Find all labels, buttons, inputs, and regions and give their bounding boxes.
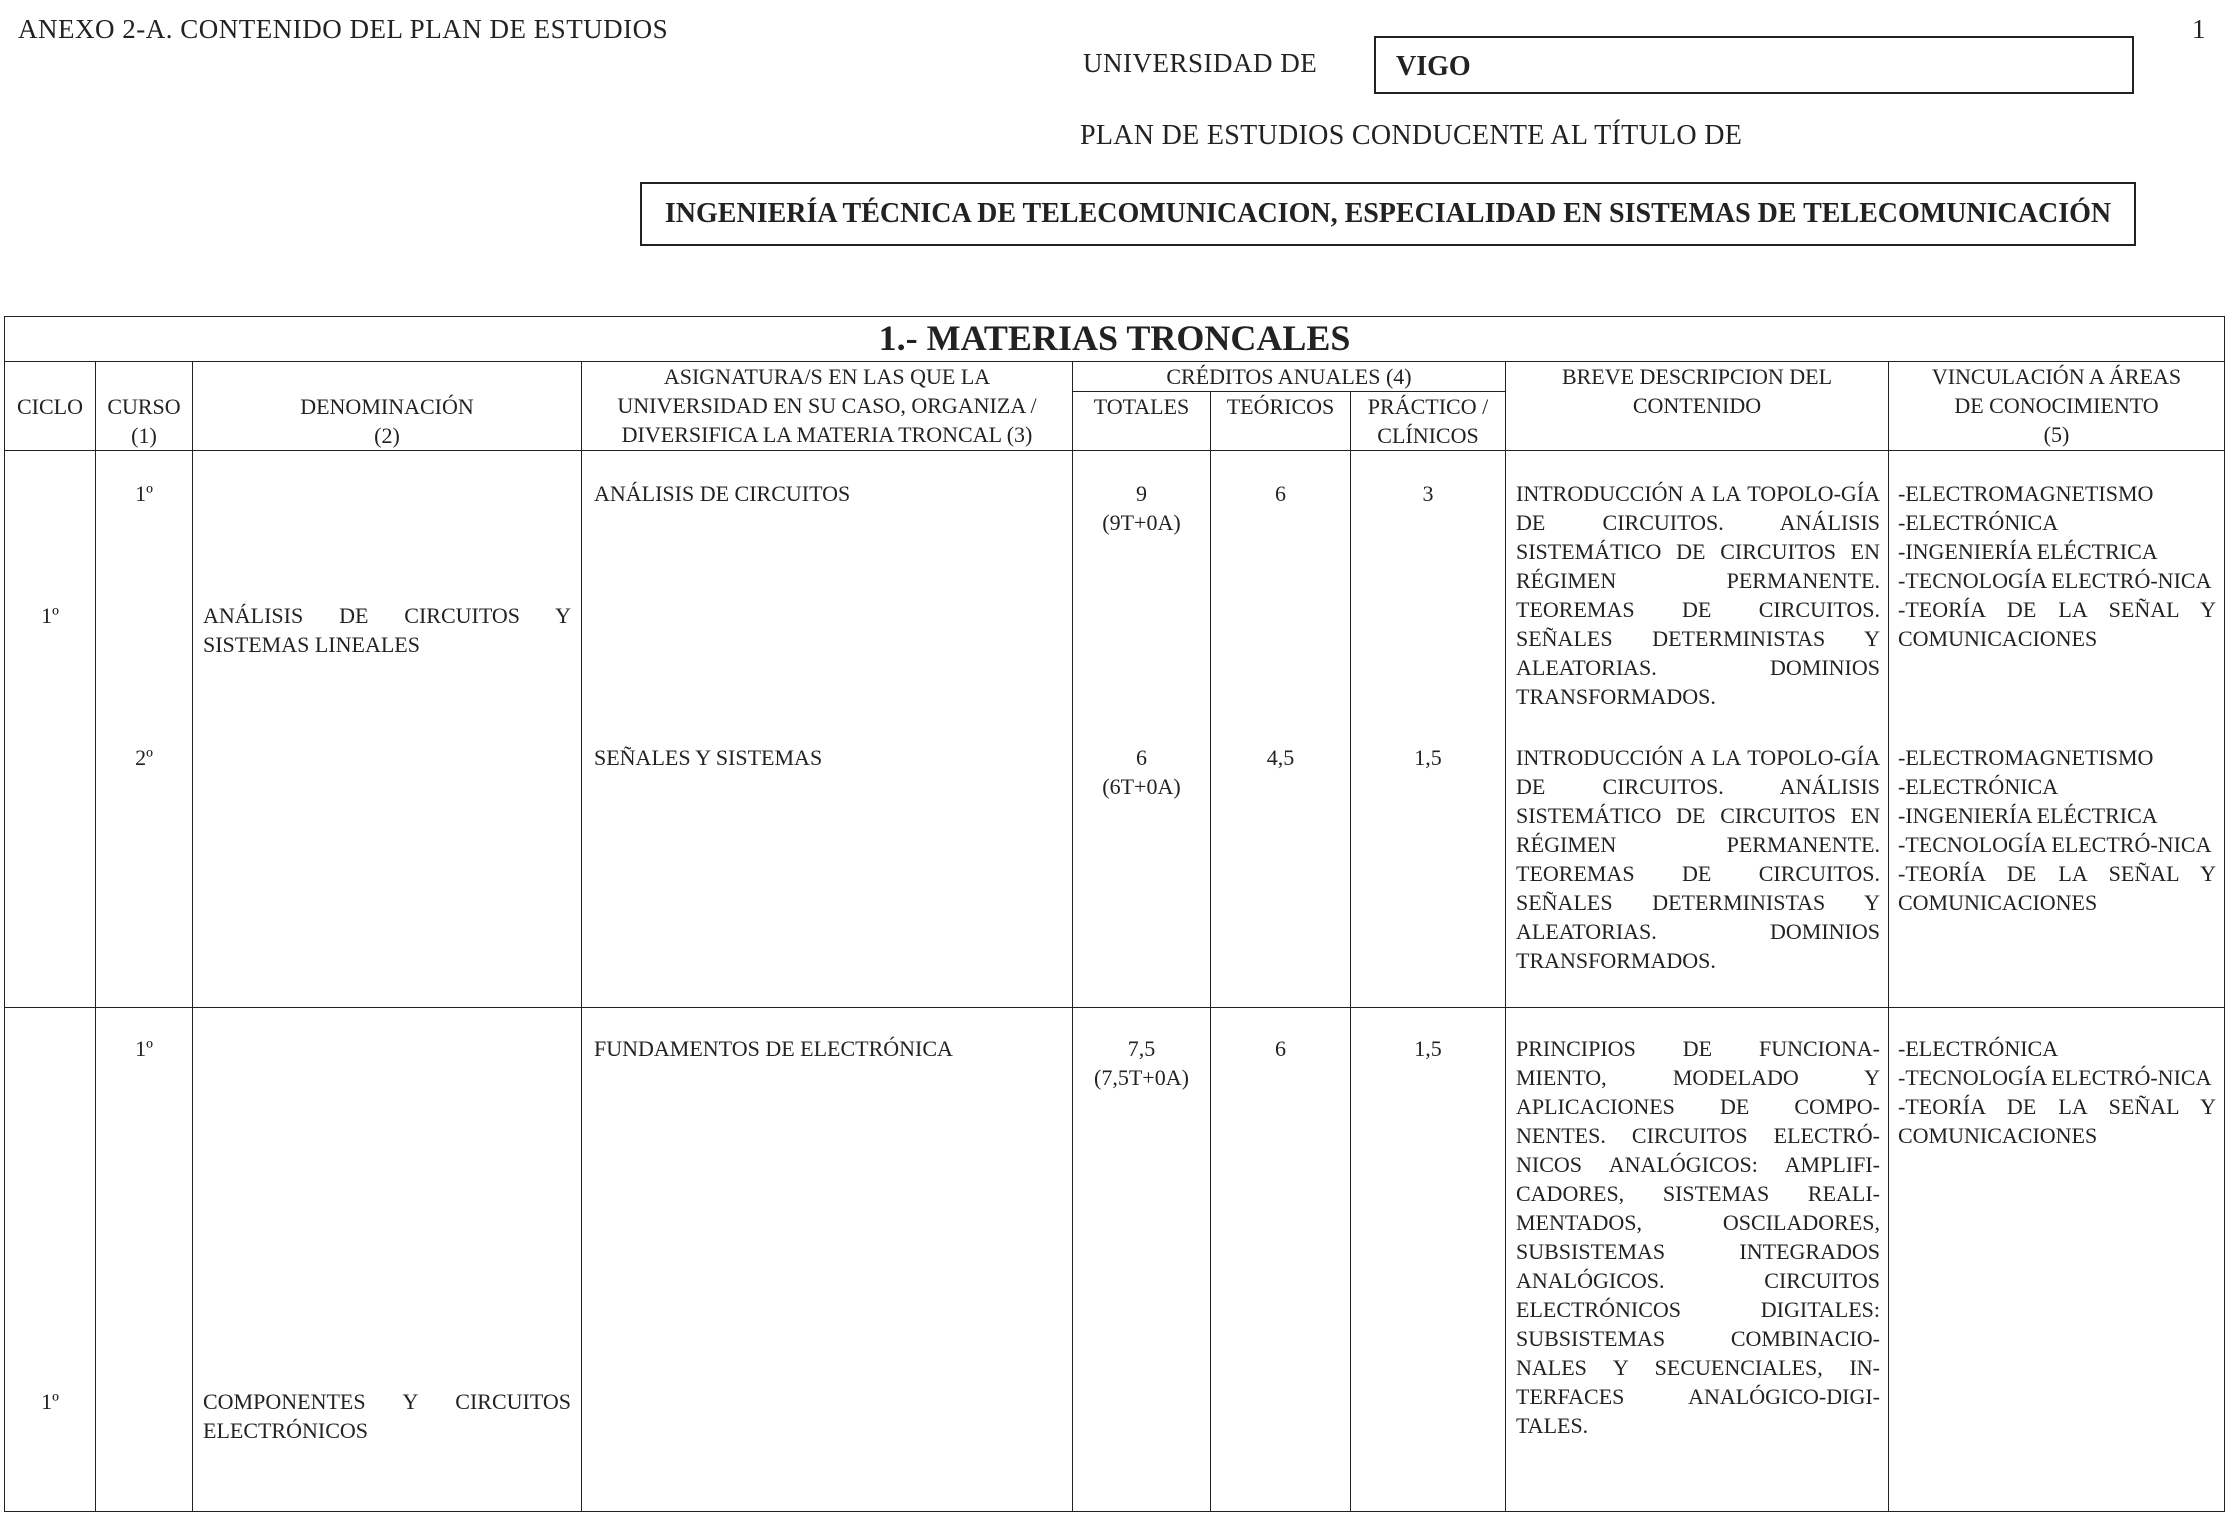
university-name: VIGO — [1396, 51, 1471, 82]
totales-cell — [1073, 451, 1211, 1008]
practicos-cell — [1351, 1008, 1506, 1512]
descripcion-cell — [1506, 451, 1889, 1008]
university-box — [1374, 36, 2134, 94]
practicos-value: 1,5 — [1414, 745, 1442, 770]
descripcion-value: PRINCIPIOS DE FUNCIONA-MIENTO, MODELADO Y APLICACIONES DE COMPO-NENTES. CIRCUITOS ELECTRÓ-NICOS ANALÓGICOS: AMPLIFI-CADORES, SISTEMAS REALI-MENTADOS, OSCILADORES, SUBSISTEMAS INTEGRADOS ANALÓGICOS. CIRCUITOS ELECTRÓNICOS DIGITALES: SUBSISTEMAS COMBINACIO-NALES Y SECUENCIALES, IN-TERFACES ANALÓGICO-DIGI-TALES. — [1516, 1036, 1880, 1438]
denominacion-cell — [193, 451, 582, 1008]
area-item: -ELECTROMAGNETISMO — [1898, 481, 2154, 506]
asignatura-value: ANÁLISIS DE CIRCUITOS — [594, 481, 851, 506]
curso-cell — [96, 1008, 193, 1512]
col-header-descripcion — [1506, 362, 1889, 451]
denominacion-cell — [193, 1008, 582, 1512]
col-header-teoricos: TEÓRICOS — [1211, 392, 1351, 451]
section-title: 1.- MATERIAS TRONCALES — [5, 317, 2225, 362]
denominacion-header-label: DENOMINACIÓN — [300, 394, 474, 419]
asignaturas-header-line-2: UNIVERSIDAD EN SU CASO, ORGANIZA / — [617, 393, 1037, 418]
col-header-practicos — [1351, 392, 1506, 451]
col-header-denominacion — [193, 362, 582, 451]
areas-cell — [1889, 451, 2225, 1008]
practicos-value: 1,5 — [1414, 1036, 1442, 1061]
subjects-table — [4, 316, 2225, 1512]
curso-value: 2º — [135, 745, 153, 770]
areas-list — [1898, 743, 2216, 917]
area-item: -INGENIERÍA ELÉCTRICA — [1898, 803, 2158, 828]
totales-detail: (9T+0A) — [1102, 510, 1181, 535]
areas-cell — [1889, 1008, 2225, 1512]
area-item: -ELECTRÓNICA — [1898, 1036, 2059, 1061]
totales-value: 7,5 — [1127, 1036, 1156, 1061]
area-item: -TEORÍA DE LA SEÑAL Y COMUNICACIONES — [1898, 1094, 2216, 1148]
vinculacion-header-line-1: VINCULACIÓN A ÁREAS — [1931, 364, 2182, 389]
col-header-curso — [96, 362, 193, 451]
totales-value: 6 — [1136, 745, 1147, 770]
teoricos-value: 6 — [1275, 481, 1286, 506]
curso-cell — [96, 451, 193, 1008]
teoricos-cell — [1211, 451, 1351, 1008]
area-item: -ELECTRÓNICA — [1898, 774, 2059, 799]
totales-value: 9 — [1136, 481, 1147, 506]
col-header-vinculacion — [1889, 362, 2225, 451]
col-header-totales: TOTALES — [1073, 392, 1211, 451]
totales-cell — [1073, 1008, 1211, 1512]
col-header-asignaturas — [582, 362, 1073, 451]
descripcion-header-line-1: BREVE DESCRIPCION DEL — [1561, 364, 1833, 389]
ciclo-value: 1º — [41, 603, 59, 628]
area-item: -TECNOLOGÍA ELECTRÓ-NICA — [1898, 832, 2212, 857]
ciclo-header-label: CICLO — [17, 394, 83, 419]
area-item: -INGENIERÍA ELÉCTRICA — [1898, 539, 2158, 564]
col-header-ciclo — [5, 362, 96, 451]
teoricos-value: 6 — [1275, 1036, 1286, 1061]
descripcion-cell — [1506, 1008, 1889, 1512]
teoricos-cell — [1211, 1008, 1351, 1512]
practicos-cell — [1351, 451, 1506, 1008]
curso-header-label: CURSO — [107, 394, 181, 419]
curso-value: 1º — [135, 1036, 153, 1061]
area-item: -TEORÍA DE LA SEÑAL Y COMUNICACIONES — [1898, 597, 2216, 651]
denominacion-value: ANÁLISIS DE CIRCUITOS Y SISTEMAS LINEALES — [203, 603, 571, 657]
areas-list — [1898, 479, 2216, 653]
ciclo-cell — [5, 451, 96, 1008]
asignatura-value: SEÑALES Y SISTEMAS — [594, 745, 823, 770]
area-item: -TECNOLOGÍA ELECTRÓ-NICA — [1898, 1065, 2212, 1090]
asignatura-cell — [582, 1008, 1073, 1512]
teoricos-value: 4,5 — [1266, 745, 1295, 770]
ciclo-value: 1º — [41, 1389, 59, 1414]
col-header-creditos: CRÉDITOS ANUALES (4) — [1073, 362, 1506, 392]
annex-heading: ANEXO 2-A. CONTENIDO DEL PLAN DE ESTUDIOS — [18, 14, 669, 44]
descripcion-header-line-2: CONTENIDO — [1632, 393, 1762, 418]
practicos-value: 3 — [1422, 481, 1434, 506]
degree-title-box — [640, 182, 2136, 246]
area-item: -TEORÍA DE LA SEÑAL Y COMUNICACIONES — [1898, 861, 2216, 915]
curso-header-note: (1) — [131, 423, 157, 448]
practicos-header-line-2: CLÍNICOS — [1377, 423, 1479, 448]
totales-detail: (6T+0A) — [1102, 774, 1181, 799]
asignaturas-header-line-3: DIVERSIFICA LA MATERIA TRONCAL (3) — [621, 422, 1033, 447]
plan-label: PLAN DE ESTUDIOS CONDUCENTE AL TÍTULO DE — [1080, 120, 1743, 151]
descripcion-value: INTRODUCCIÓN A LA TOPOLO-GÍA DE CIRCUITOS. ANÁLISIS SISTEMÁTICO DE CIRCUITOS EN RÉGIMEN PERMANENTE. TEOREMAS DE CIRCUITOS. SEÑALES DETERMINISTAS Y ALEATORIAS. DOMINIOS TRANSFORMADOS. — [1516, 481, 1880, 709]
area-item: -ELECTRÓNICA — [1898, 510, 2059, 535]
denominacion-value: COMPONENTES Y CIRCUITOS ELECTRÓNICOS — [203, 1389, 571, 1443]
practicos-header-line-1: PRÁCTICO / — [1367, 394, 1489, 419]
area-item: -ELECTROMAGNETISMO — [1898, 745, 2154, 770]
table-row — [5, 451, 2225, 1008]
descripcion-value: INTRODUCCIÓN A LA TOPOLO-GÍA DE CIRCUITOS. ANÁLISIS SISTEMÁTICO DE CIRCUITOS EN RÉGIMEN PERMANENTE. TEOREMAS DE CIRCUITOS. SEÑALES DETERMINISTAS Y ALEATORIAS. DOMINIOS TRANSFORMADOS. — [1516, 745, 1880, 973]
university-label: UNIVERSIDAD DE — [1083, 48, 1318, 78]
page-number: 1 — [2192, 14, 2206, 44]
table-row — [5, 1008, 2225, 1512]
asignatura-value: FUNDAMENTOS DE ELECTRÓNICA — [594, 1036, 953, 1061]
vinculacion-header-line-2: DE CONOCIMIENTO — [1954, 393, 2159, 418]
degree-title: INGENIERÍA TÉCNICA DE TELECOMUNICACION, ESPECIALIDAD EN SISTEMAS DE TELECOMUNICACIÓN — [664, 198, 2112, 229]
vinculacion-header-note: (5) — [2043, 422, 2070, 447]
areas-list — [1898, 1034, 2216, 1150]
area-item: -TECNOLOGÍA ELECTRÓ-NICA — [1898, 568, 2212, 593]
totales-detail: (7,5T+0A) — [1094, 1065, 1189, 1090]
ciclo-cell — [5, 1008, 96, 1512]
asignaturas-header-line-1: ASIGNATURA/S EN LAS QUE LA — [663, 364, 991, 389]
denominacion-header-note: (2) — [374, 423, 400, 448]
asignatura-cell — [582, 451, 1073, 1008]
curso-value: 1º — [135, 481, 153, 506]
